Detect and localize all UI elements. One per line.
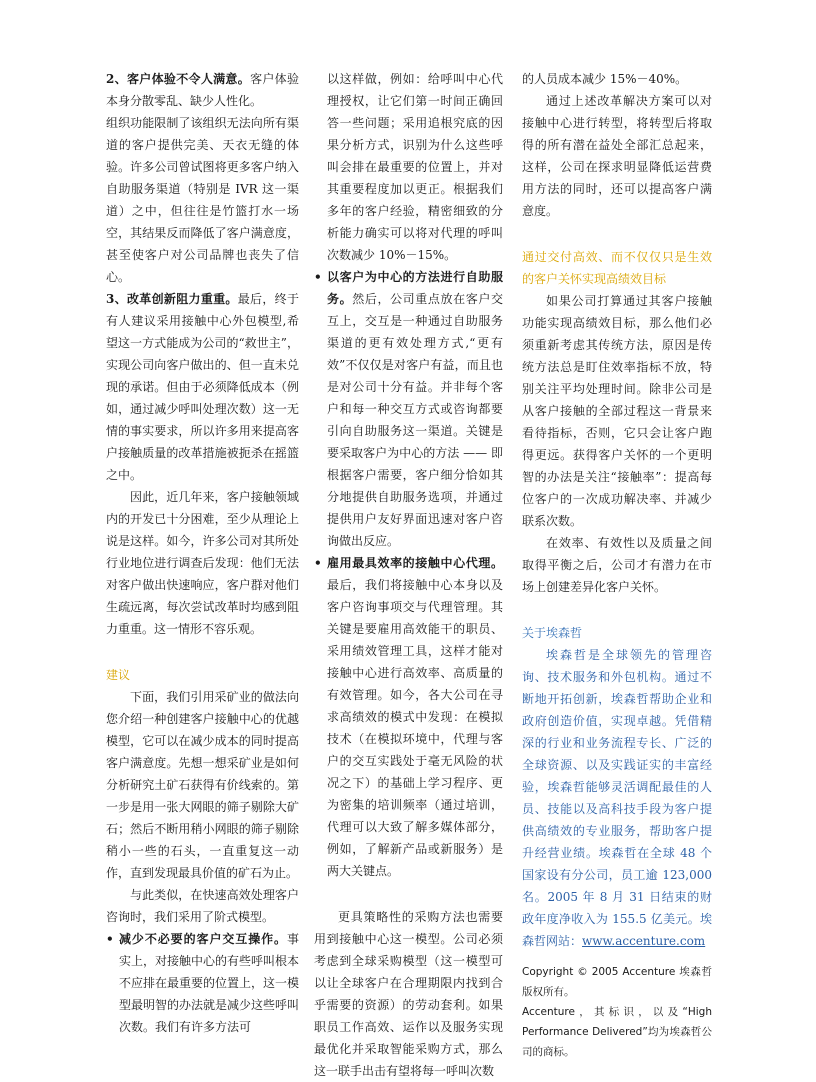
bullet-item-continued: 以这样做，例如：给呼叫中心代理授权，让它们第一时间正确回答一些问题；采用追根究底的因果分析方式，识别为什么这些呼叫会排在最重要的位置上，并对其重要程度加以更正。根据我们多年的客户经验，精密细致的分析能力确实可以将对代理的呼叫次数减少 10%－15%。 [327,72,503,262]
paragraph: 3、改革创新阻力重重。最后，终于有人建议采用接触中心外包模型,希望这一方式能成为公司的“救世主”，实现公司向客户做出的、但一直未兑现的承诺。但由于必须降低成本（例如，通过减少呼叫处理次数）这一无情的事实要求，所以许多用来提高客户接触质量的改革措施被扼杀在摇篮之中。 [106,292,299,482]
bold-lead: 2、客户体验不令人满意。 [106,72,251,86]
column-2 [314,68,503,1082]
column-3 [522,68,712,1062]
paragraph: 下面，我们引用采矿业的做法向您介绍一种创建客户接触中心的优越模型，它可以在减少成本的同时提高客户满意度。先想一想采矿业是如何分析研究土矿石获得有价线索的。第一步是用一张大网眼的筛子剔除大矿石；然后不断用稍小网眼的筛子剔除稍小一些的石头，一直重复这一动作，直到发现最具价值的矿石为止。 [106,690,299,880]
bullet-item: • 减少不必要的客户交互操作。事实上，对接触中心的有些呼叫根本不应排在最重要的位置上，这一模型最明智的办法就是减少这些呼叫次数。我们有许多方法可 [106,928,299,1038]
bullet-list [106,928,299,1038]
bullet-list [314,68,503,882]
section-heading: 通过交付高效、而不仅仅只是生效的客户关怀实现高绩效目标 [522,250,712,286]
paragraph: 通过上述改革解决方案可以对接触中心进行转型，将转型后将取得的所有潜在益处全部汇总起来，这样，公司在探求明显降低运营费用方法的同时，还可以提高客户满意度。 [522,94,712,218]
paragraph: 2、客户体验不令人满意。客户体验本身分散零乱、缺少人性化。 [106,72,299,108]
paragraph: 如果公司打算通过其客户接触功能实现高绩效目标，那么他们必须重新考虑其传统方法，原因是传统方法总是盯住效率指标不放，特别关注平均处理时间。除非公司是从客户接触的全部过程这一背景来看待指标，否则，它只会让客户跑得更远。获得客户关怀的一个更明智的办法是关注“接触率”：提高每位客户的一次成功解决率、并减少联系次数。 [522,294,712,528]
copyright-notice: Copyright © 2005 Accenture 埃森哲版权所有。 [522,966,712,998]
paragraph: 组织功能限制了该组织无法向所有渠道的客户提供完美、天衣无缝的体验。许多公司曾试图将更多客户纳入自助服务渠道（特别是 IVR 这一渠道）之中，但往往是竹篮打水一场空，其结果反而降低了客户满意度，甚至使客户对公司品牌也丧失了信心。 [106,116,299,284]
paragraph: 因此，近几年来，客户接触领域内的开发已十分困难，至少从理论上说是这样。如今，许多公司对其所处行业地位进行调查后发现：他们无法对客户做出快速响应，客户群对他们生疏远离，每次尝试改革时均感到阻力重重。这一情形不容乐观。 [106,490,299,636]
bullet-icon: • [314,270,322,284]
paragraph: 与此类似，在快速高效处理客户咨询时，我们采用了阶式模型。 [106,888,299,924]
paragraph: 的人员成本减少 15%－40%。 [522,72,688,86]
bullet-icon: • [106,932,114,946]
paragraph: 在效率、有效性以及质量之间取得平衡之后，公司才有潜力在市场上创建差异化客户关怀。 [522,536,712,594]
about-paragraph: 埃森哲是全球领先的管理咨询、技术服务和外包机构。通过不断地开拓创新，埃森哲帮助企业和政府创造价值，实现卓越。凭借精深的行业和业务流程专长、广泛的全球资源、以及实践证实的丰富经验，埃森哲能够灵活调配最佳的人员、技能以及高科技手段为客户提供高绩效的专业服务，帮助客户提升经营业绩。埃森哲在全球 48 个国家设有分公司，员工逾 123,000 名。2005 年 8 月 31 日结束的财政年度净收入为 155.5 亿美元。埃森哲网站：www.accenture.com [522,648,712,948]
about-heading: 关于埃森哲 [522,626,583,640]
bullet-item: • 以客户为中心的方法进行自助服务。然后，公司重点放在客户交互上，交互是一种通过自助服务渠道的更有效处理方式,“更有效”不仅仅是对客户有益，而且也是对公司十分有益。并非每个客户和每一种交互方式或咨询都要引向自助服务这一渠道。关键是要采取客户为中心的方法 —— 即根据客户需要，客户细分恰如其分地提供自助服务选项，并通过提供用户友好界面迅速对客户咨询做出反应。 [314,266,503,552]
bold-lead: 3、改革创新阻力重重。 [106,292,238,306]
column-1 [106,68,299,1038]
bullet-icon: • [314,556,322,570]
section-heading: 建议 [106,668,131,682]
trademark-notice: Accenture，其标识，以及“High Performance Delivered”均为埃森哲公司的商标。 [522,1006,712,1058]
bullet-item: • 雇用最具效率的接触中心代理。最后，我们将接触中心本身以及客户咨询事项交与代理管理。其关键是要雇用高效能干的职员、采用绩效管理工具，这样才能对接触中心进行高效率、高质量的有效管理。如今，各大公司在寻求高绩效的模式中发现：在模拟技术（在模拟环境中，代理与客户的交互实践处于毫无风险的状况之下）的基础上学习程序、更为密集的培训频率（通过培训，代理可以大致了解多媒体部分，例如，了解新产品或新服务）是两大关键点。 [314,552,503,882]
paragraph: 更具策略性的采购方法也需要用到接触中心这一模型。公司必须考虑到全球采购模型（这一模型可以让全球客户在合理期限内找到合乎需要的资源）的劳动套利。如果职员工作高效、运作以及服务实现最优化并采取智能采购方式，那么这一联手出击有望将每一呼叫次数 [314,910,503,1078]
website-link[interactable]: www.accenture.com [582,934,706,948]
